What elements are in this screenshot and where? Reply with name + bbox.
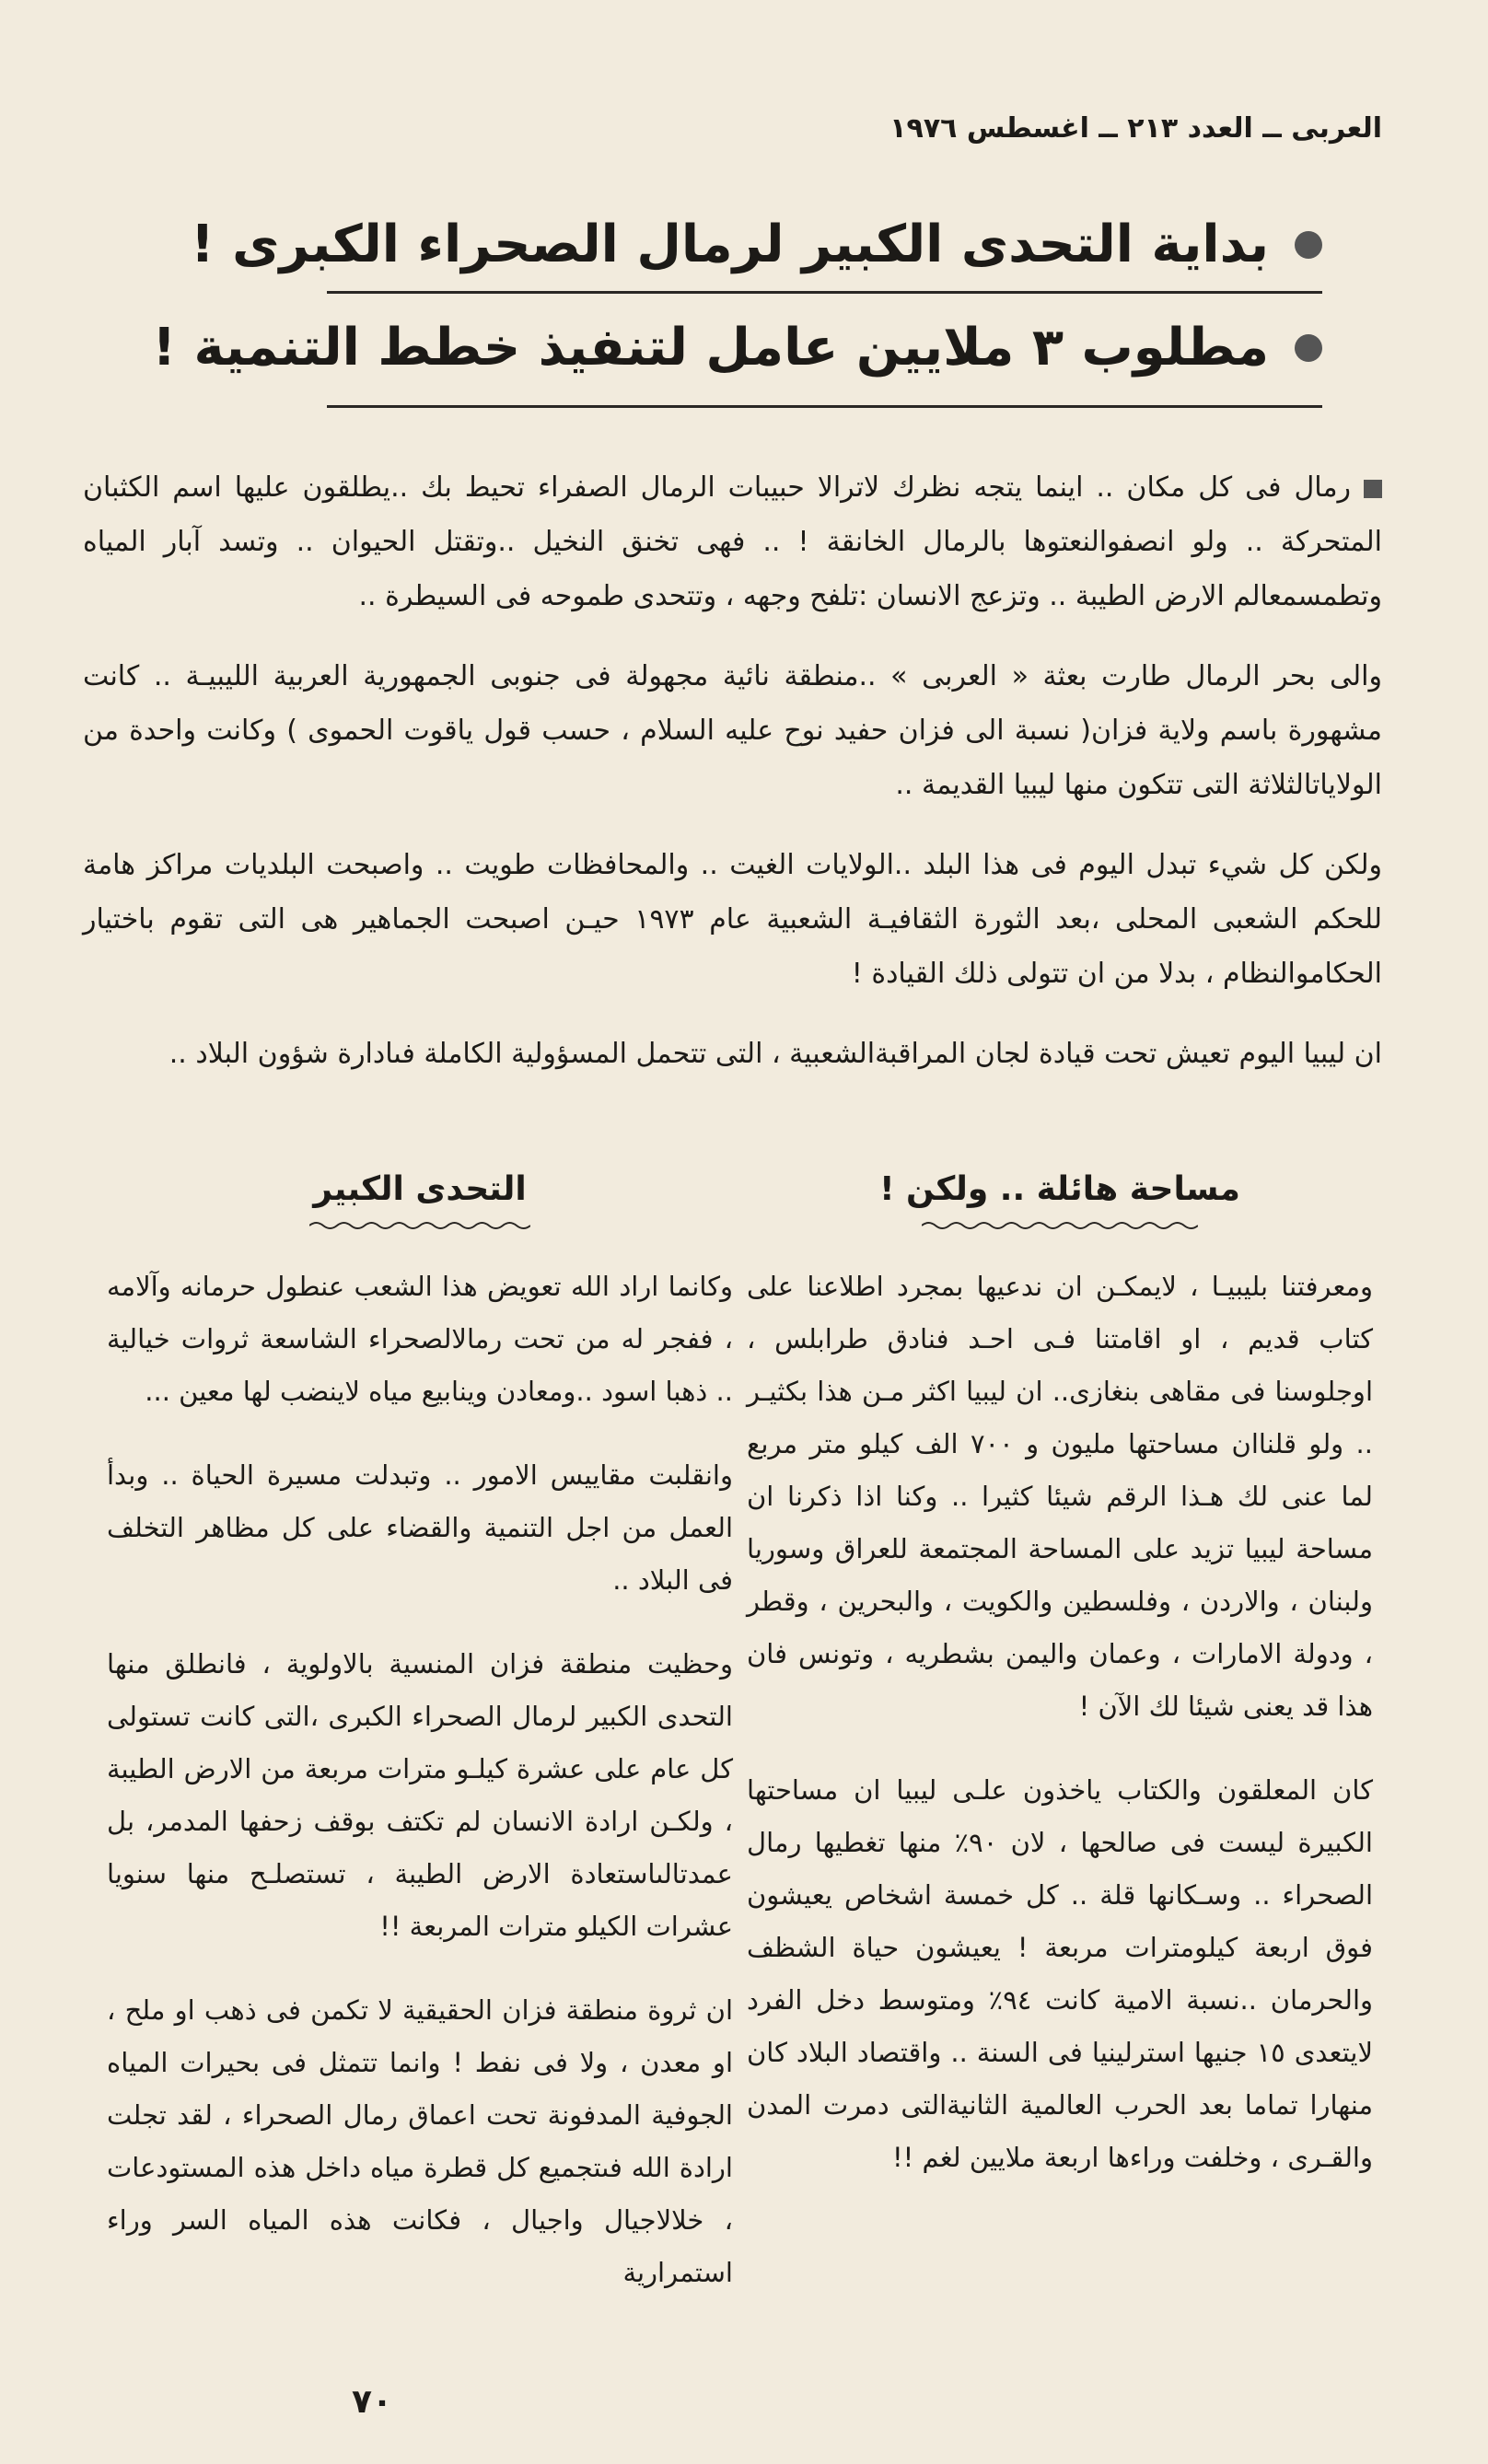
wavy-underline — [309, 1220, 530, 1231]
headline-2 — [152, 318, 1322, 378]
intro-paragraph: رمال فى كل مكان .. اينما يتجه نظرك لاترالا حبيبات الرمال الصفراء تحيط بك ..يطلقون عليها اسم الكثبان المتحركة .. ولو انصفوالنعتوها بالرمال الخانقة ! .. فهى تخنق النخيل ..وتقتل الحيوان .. وتسد آبار المياه وتطمسمعالم الارض الطيبة .. وتزعج الانسان :تلفح وجهه ، وتتحدى طموحه فى السيطرة .. — [83, 471, 1382, 612]
body-paragraph: وانقلبت مقاييس الامور .. وتبدلت مسيرة الحياة .. وبدأ العمل من اجل التنمية والقضاء على كل مظاهر التخلف فى البلاد .. — [107, 1459, 733, 1596]
running-header: العربى ــ العدد ٢١٣ ــ اغسطس ١٩٧٦ — [889, 112, 1382, 145]
headline-1 — [191, 215, 1322, 274]
column-left — [98, 1165, 742, 2330]
headline-2-text: مطلوب ٣ ملايين عامل لتنفيذ خطط التنمية ! — [152, 318, 1269, 378]
headline-divider — [327, 291, 1322, 294]
intro-paragraph: والى بحر الرمال طارت بعثة « العربى » ..منطقة نائية مجهولة فى جنوبى الجمهورية العربية الليبيـة .. كانت مشهورة باسم ولاية فزان( نسبة الى فزان حفيد نوح عليه السلام ، حسب قول ياقوت الحموى ) وكانت واحدة من الولاياتالثلاثة التى تتكون منها ليبيا القديمة .. — [83, 660, 1382, 801]
intro-paragraph: ولكن كل شيء تبدل اليوم فى هذا البلد ..الولايات الغيت .. والمحافظات طويت .. واصبحت البلديات مراكز هامة للحكم الشعبى المحلى ،بعد الثورة الثقافيـة الشعبية عام ١٩٧٣ حيـن اصبحت الجماهير هى التى تقوم باختيار الحكاموالنظام ، بدلا من ان تتولى ذلك القيادة ! — [83, 849, 1382, 990]
headline-divider — [327, 405, 1322, 408]
column-right — [738, 1165, 1382, 2215]
bullet-icon — [1295, 334, 1322, 362]
wavy-underline — [922, 1220, 1198, 1231]
page-number: ٧٠ — [352, 2383, 392, 2421]
bullet-icon — [1295, 231, 1322, 259]
square-bullet-icon — [1364, 480, 1382, 498]
body-paragraph: وكانما اراد الله تعويض هذا الشعب عنطول حرمانه وآلامه ، ففجر له من تحت رمالالصحراء الشاسعة ثروات خيالية .. ذهبا اسود ..ومعادن وينابيع مياه لاينضب لها معين ... — [107, 1271, 733, 1407]
body-paragraph: كان المعلقون والكتاب ياخذون علـى ليبيا ان مساحتها الكبيرة ليست فى صالحها ، لان ٩٠٪ منها تغطيها رمال الصحراء .. وسـكانها قلة .. كل خمسة اشخاص يعيشون فوق اربعة كيلومترات مربعة ! يعيشون حياة الشظف والحرمان ..نسبة الامية كانت ٩٤٪ ومتوسط دخل الفرد لايتعدى ١٥ جنيها استرلينيا فى السنة .. واقتصاد البلاد كان منهارا تماما بعد الحرب العالمية الثانيةالتى دمرت المدن والقـرى ، وخلفت وراءها اربعة ملايين لغم !! — [747, 1774, 1374, 2173]
intro-section — [83, 460, 1382, 1107]
intro-paragraph: ان ليبيا اليوم تعيش تحت قيادة لجان المراقبةالشعبية ، التى تتحمل المسؤولية الكاملة فىادارة شؤون البلاد .. — [169, 1038, 1382, 1070]
section-heading: مساحة هائلة .. ولكن ! — [879, 1170, 1240, 1208]
section-heading: التحدى الكبير — [313, 1170, 527, 1208]
headline-1-text: بداية التحدى الكبير لرمال الصحراء الكبرى ! — [191, 215, 1269, 274]
body-paragraph: ان ثروة منطقة فزان الحقيقية لا تكمن فى ذهب او ملح ، او معدن ، ولا فى نفط ! وانما تتمثل فى بحيرات المياه الجوفية المدفونة تحت اعماق رمال الصحراء ، لقد تجلت ارادة الله فىتجميع كل قطرة مياه داخل هذه المستودعات ، خلالاجيال واجيال ، فكانت هذه المياه السر وراء استمرارية — [107, 1994, 733, 2288]
body-paragraph: وحظيت منطقة فزان المنسية بالاولوية ، فانطلق منها التحدى الكبير لرمال الصحراء الكبرى ،التى كانت تستولى كل عام على عشرة كيلـو مترات مربعة من الارض الطيبة ، ولكـن ارادة الانسان لم تكتف بوقف زحفها المدمر، بل عمدتالىاستعادة الارض الطيبة ، تستصلـح منها سنويا عشرات الكيلو مترات المربعة !! — [107, 1648, 733, 1942]
body-paragraph: ومعرفتنا بليبيـا ، لايمكـن ان ندعيها بمجرد اطلاعنا على كتاب قديم ، او اقامتنا فـى احـد فنادق طرابلس ، اوجلوسنا فى مقاهى بنغازى.. ان ليبيا اكثر مـن هذا بكثيـر .. ولو قلناان مساحتها مليون و ٧٠٠ الف كيلو متر مربع لما عنى لك هـذا الرقم شيئا كثيرا .. وكنا اذا ذكرنا ان مساحة ليبيا تزيد على المساحة المجتمعة للعراق وسوريا ولبنان ، والاردن ، وفلسطين والكويت ، والبحرين ، وقطر ، ودولة الامارات ، وعمان واليمن بشطريه ، وتونس فان هذا قد يعنى شيئا لك الآن ! — [747, 1271, 1373, 1722]
